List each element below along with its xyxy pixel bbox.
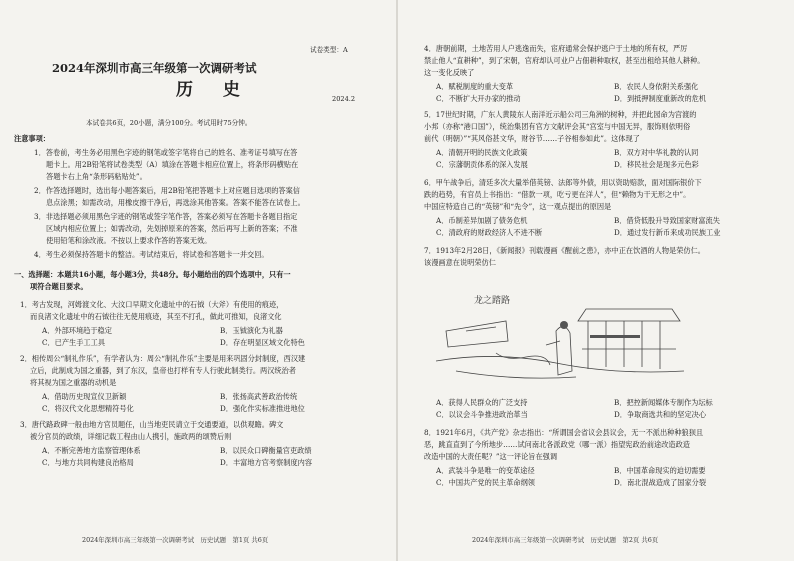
question-7-cont: 该漫画意在说明荣仿仁 [424, 258, 496, 267]
option-a: A．外部环境趋于稳定 [42, 326, 112, 335]
option-b: B．张扬高武善政治传统 [220, 392, 298, 401]
option-c: C．将汉代文化思想精符号化 [42, 404, 134, 413]
option-a: A．获得人民群众的广泛支持 [436, 398, 528, 407]
option-d: D．南北混战造成了国家分裂 [614, 478, 707, 487]
note-line: 4．考生必须保持答题卡的整洁。考试结束后，将试卷和答题卡一并交回。 [34, 250, 269, 259]
question-2-cont: 将其视为国之重器的动机是 [30, 378, 117, 387]
option-c: C．以议会斗争推进政治革当 [436, 410, 528, 419]
question-1-cont: 而良渚文化遗址中的石钺往往无使用痕迹，其至不打孔，做此可推知，良渚文化 [30, 312, 282, 321]
subject-title: 历 史 [176, 80, 252, 100]
cartoon-illustration [436, 291, 684, 391]
question-6-cont: 跌的趋势，有官员上书指出：“借款一项，吃亏更在洋人”，但“赖物为干无形之中”。 [424, 190, 691, 199]
question-8-cont: 恶，跳直直到了今所地步……试问南北各派政党（哪一派）指望宪政治前途改造政造 [424, 440, 690, 449]
option-c: C．中国共产党的民主革命纲领 [436, 478, 535, 487]
option-d: D．丰富地方官考察制度内容 [220, 458, 313, 467]
option-c: C．已产生手工工具 [42, 338, 106, 347]
page-footer: 2024年深圳市高三年级第一次调研考试 历史试题 第1页 共6页 [82, 536, 269, 544]
page-footer: 2024年深圳市高三年级第一次调研考试 历史试题 第2页 共6页 [472, 536, 659, 544]
note-line: 区域内相应位置上；如需改动，先划掉原来的答案，然后再写上新的答案；不准 [46, 224, 298, 233]
question-8-cont: 改造中国的大责任呢？”这一评论旨在强调 [424, 452, 558, 461]
option-d: D．移民社会是现多元色彩 [614, 160, 699, 169]
question-4-cont: 禁止他人“直耕种”，到了宋朝，官府却认可业户占佃耕种取权，甚至出租给其他人耕种。 [424, 56, 705, 65]
question-3: 3．唐代路政碑一般由地方官员题任，山当地吏民请立于交通要道，以供观瞻。碑文 [20, 420, 284, 429]
question-6-cont: 中国应特造自己的“英镑”和“先令”，这一观点提出的原因是 [424, 202, 612, 211]
option-b: B．玉钺演化为礼器 [220, 326, 283, 335]
option-c: C．宗藩朝贡体系的深入发展 [436, 160, 528, 169]
option-a: A．借助历史现宣仪卫新颖 [42, 392, 127, 401]
option-a: A．清朝开明的民族文化政策 [436, 148, 528, 157]
question-3-cont: 被分官员的政绩，详细记载工程由山人携引，施政两的颂赞后则 [30, 432, 232, 441]
exam-info: 本试卷共6页，20小题，满分100分。考试用时75分钟。 [86, 119, 252, 127]
cartoon-caption: 龙之踏路 [474, 296, 511, 306]
question-5-cont: 前代（明朝）”“其风俗甚文华，财谷节……子谷相参如此”。这体现了 [424, 134, 640, 143]
option-d: D．存在明显区域文化特色 [220, 338, 305, 347]
question-2-cont: 立后，此制成为国之重器，到了东汉，皇帝也打样有专人行驶此制类行。两汉统治者 [30, 366, 296, 375]
page-1 [12, 0, 397, 561]
option-c: C．不断扩大开办家的推动 [436, 94, 521, 103]
option-a: A．赋税制度的重大变革 [436, 82, 514, 91]
question-7: 7．1913年2月28日，《新闻报》刊载漫画《醒前之患》，亦中正在饮酒的人物是荣仿仁。 [424, 246, 705, 255]
option-d: D．到抵押制度重新改的危机 [614, 94, 707, 103]
exam-date: 2024.2 [332, 95, 356, 103]
question-5-cont: 小邦（亦称“港口国”），统治集团有官方文献评会其“宫室与中国无异，服饰则依明俗 [424, 122, 691, 131]
question-8: 8．1921年6月，《共产党》杂志指出：“所谓国会省议会县议会，无一不派出种种狼狈且 [424, 428, 704, 437]
exam-title: 2024年深圳市高三年级第一次调研考试 [52, 61, 257, 75]
question-5: 5．17世纪时期，广东人黄陵东人南洋近示船公司三角洲的树种，并把此园命为宫渡的 [424, 110, 697, 119]
option-a: A．武装斗争是唯一的变革途径 [436, 466, 535, 475]
question-4-cont: 这一变化反映了 [424, 68, 475, 77]
note-line: 3．非选择题必须用黑色字迹的钢笔或签字笔作答，答案必须写在答题卡各题目指定 [34, 212, 298, 221]
option-b: B．农民人身依附关系强化 [614, 82, 699, 91]
option-c: C．与地方共同构建良治格局 [42, 458, 134, 467]
note-line: 题卡上。用2B铅笔将试卷类型（A）填涂在答题卡相应位置上，将条形码横贴在 [46, 160, 299, 169]
option-a: A．币制差异加剧了债务危机 [436, 216, 528, 225]
page-2 [402, 0, 787, 561]
note-line: 1．答卷前，考生务必用黑色字迹的钢笔或签字笔将自己的姓名、准考证号填写在答 [34, 148, 298, 157]
section-heading-cont: 项符合题目要求。 [30, 282, 88, 291]
note-line: 息点涂黑；如需改动，用橡皮擦干净后，再选涂其他答案。答案不能答在试卷上。 [46, 198, 305, 207]
option-b: B．双方对中华礼教的认同 [614, 148, 699, 157]
option-d: D．强化作实标准推进地位 [220, 404, 305, 413]
option-d: D．通过发行新币来成功民族工业 [614, 228, 721, 237]
question-1: 1．考古发现，河姆渡文化、大汶口早期文化遗址中的石钺（大斧）有使用的痕迹， [20, 300, 284, 309]
section-heading: 一、选择题：本题共16小题，每小题3分，共48分。每小题给出的四个选项中，只有一 [14, 270, 291, 279]
note-line: 答题卡右上角“条形码粘贴处”。 [46, 172, 147, 181]
option-b: B．以民众口碑衡量官吏政绩 [220, 446, 312, 455]
note-line: 2．作答选择题时，选出每小题答案后，用2B铅笔把答题卡上对应题目选项的答案信 [34, 186, 300, 195]
question-6: 6．甲午战争后，清廷多次大量举借英镑、法郎等外债，用以资助赔款，面对国际银价下 [424, 178, 702, 187]
option-b: B．把控新闻媒体专制作为坛标 [614, 398, 713, 407]
note-line: 使用铅笔和涂改液。不按以上要求作答的答案无效。 [46, 236, 212, 245]
notes-title: 注意事项： [14, 134, 50, 143]
option-b: B．借贷低股升导致国家财富流失 [614, 216, 720, 225]
question-2: 2．相传周公“制礼作乐”，有学者认为：周公“制礼作乐”主要是用来巩固分封制度，西汉建 [20, 354, 306, 363]
paper-type: 试卷类型：A [310, 46, 348, 54]
question-4: 4．唐朝前期，土地苦用人户逃逸而失，宦府通常会保护逃户于土地的所有权，严厉 [424, 44, 688, 53]
option-d: D．争取商选共和的坚定决心 [614, 410, 707, 419]
option-c: C．清政府的财政经济人不进不断 [436, 228, 543, 237]
option-b: B．中国革命现实的迫切需要 [614, 466, 706, 475]
option-a: A．不断完善地方监察管理体系 [42, 446, 141, 455]
